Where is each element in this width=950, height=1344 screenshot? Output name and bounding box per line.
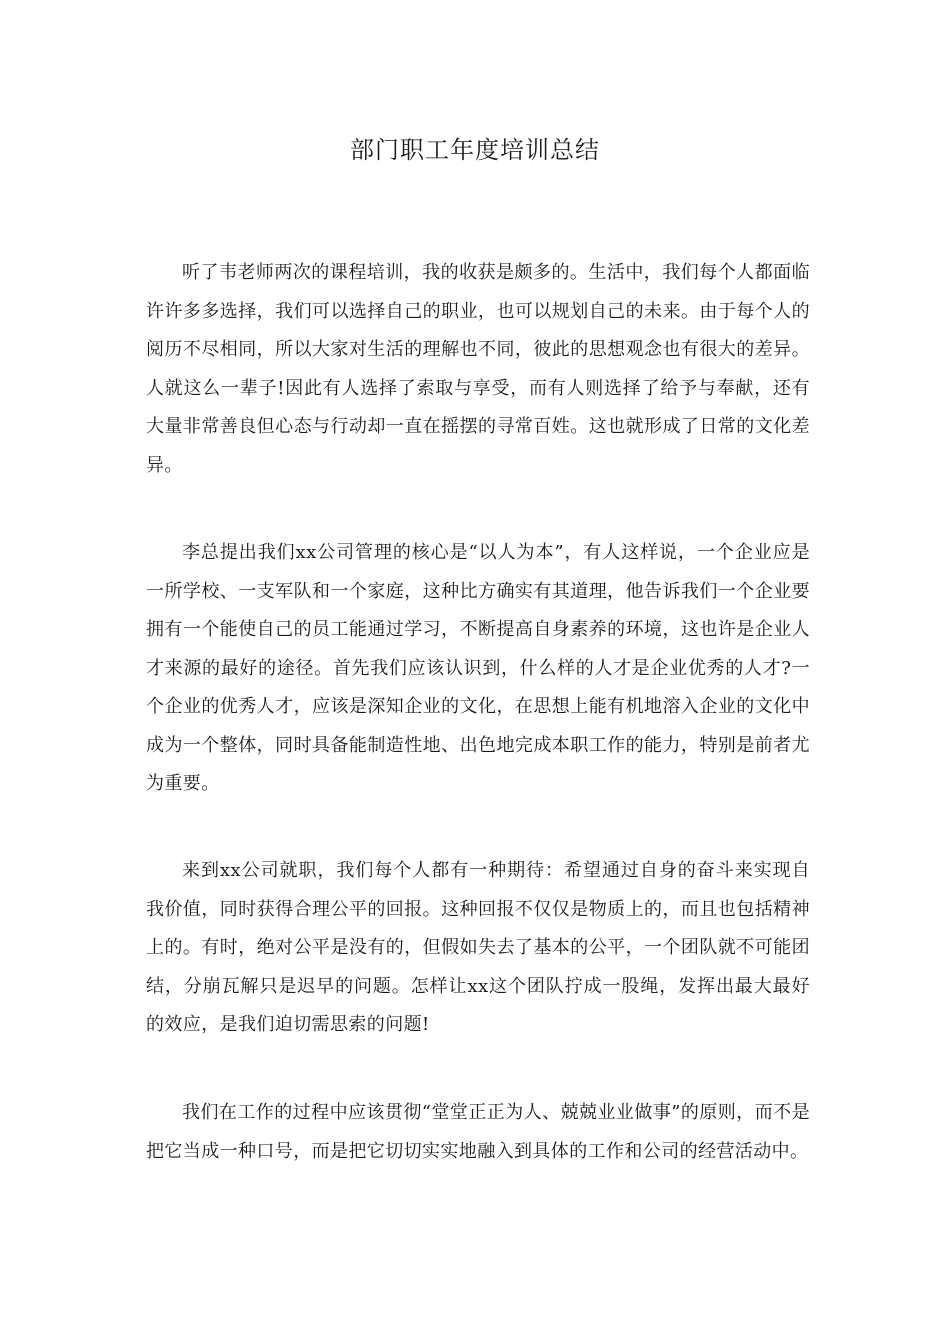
paragraph-2: 李总提出我们xx公司管理的核心是“以人为本”，有人这样说，一个企业应是一所学校、一支军队和一个家庭，这种比方确实有其道理，他告诉我们一个企业要拥有一个能使自己的员工能通过学习，不断提高自身素养的环境，这也许是企业人才来源的最好的途径。首先我们应该认识到，什么样的人才是企业优秀的人才?一个企业的优秀人才，应该是深知企业的文化，在思想上能有机地溶入企业的文化中成为一个整体，同时具备能制造性地、出色地完成本职工作的能力，特别是前者尤为重要。	[146, 542, 810, 794]
paragraph-1: 听了韦老师两次的课程培训，我的收获是颇多的。生活中，我们每个人都面临许许多多选择，我们可以选择自己的职业，也可以规划自己的未来。由于每个人的阅历不尽相同，所以大家对生活的理解也不同，彼此的思想观念也有很大的差异。人就这么一辈子!因此有人选择了索取与享受，而有人则选择了给予与奉献，还有大量非常善良但心态与行动却一直在摇摆的寻常百姓。这也就形成了日常的文化差异。	[146, 262, 810, 476]
paragraph-3: 来到xx公司就职，我们每个人都有一种期待：希望通过自身的奋斗来实现自我价值，同时获得合理公平的回报。这种回报不仅仅是物质上的，而且也包括精神上的。有时，绝对公平是没有的，但假如失去了基本的公平，一个团队就不可能团结，分崩瓦解只是迟早的问题。怎样让xx这个团队拧成一股绳，发挥出最大最好的效应，是我们迫切需思索的问题!	[146, 860, 810, 1035]
document-title: 部门职工年度培训总结	[350, 136, 600, 164]
paragraph-4: 我们在工作的过程中应该贯彻“堂堂正正为人、兢兢业业做事”的原则，而不是把它当成一种口号，而是把它切切实实地融入到具体的工作和公司的经营活动中。	[146, 1102, 810, 1162]
